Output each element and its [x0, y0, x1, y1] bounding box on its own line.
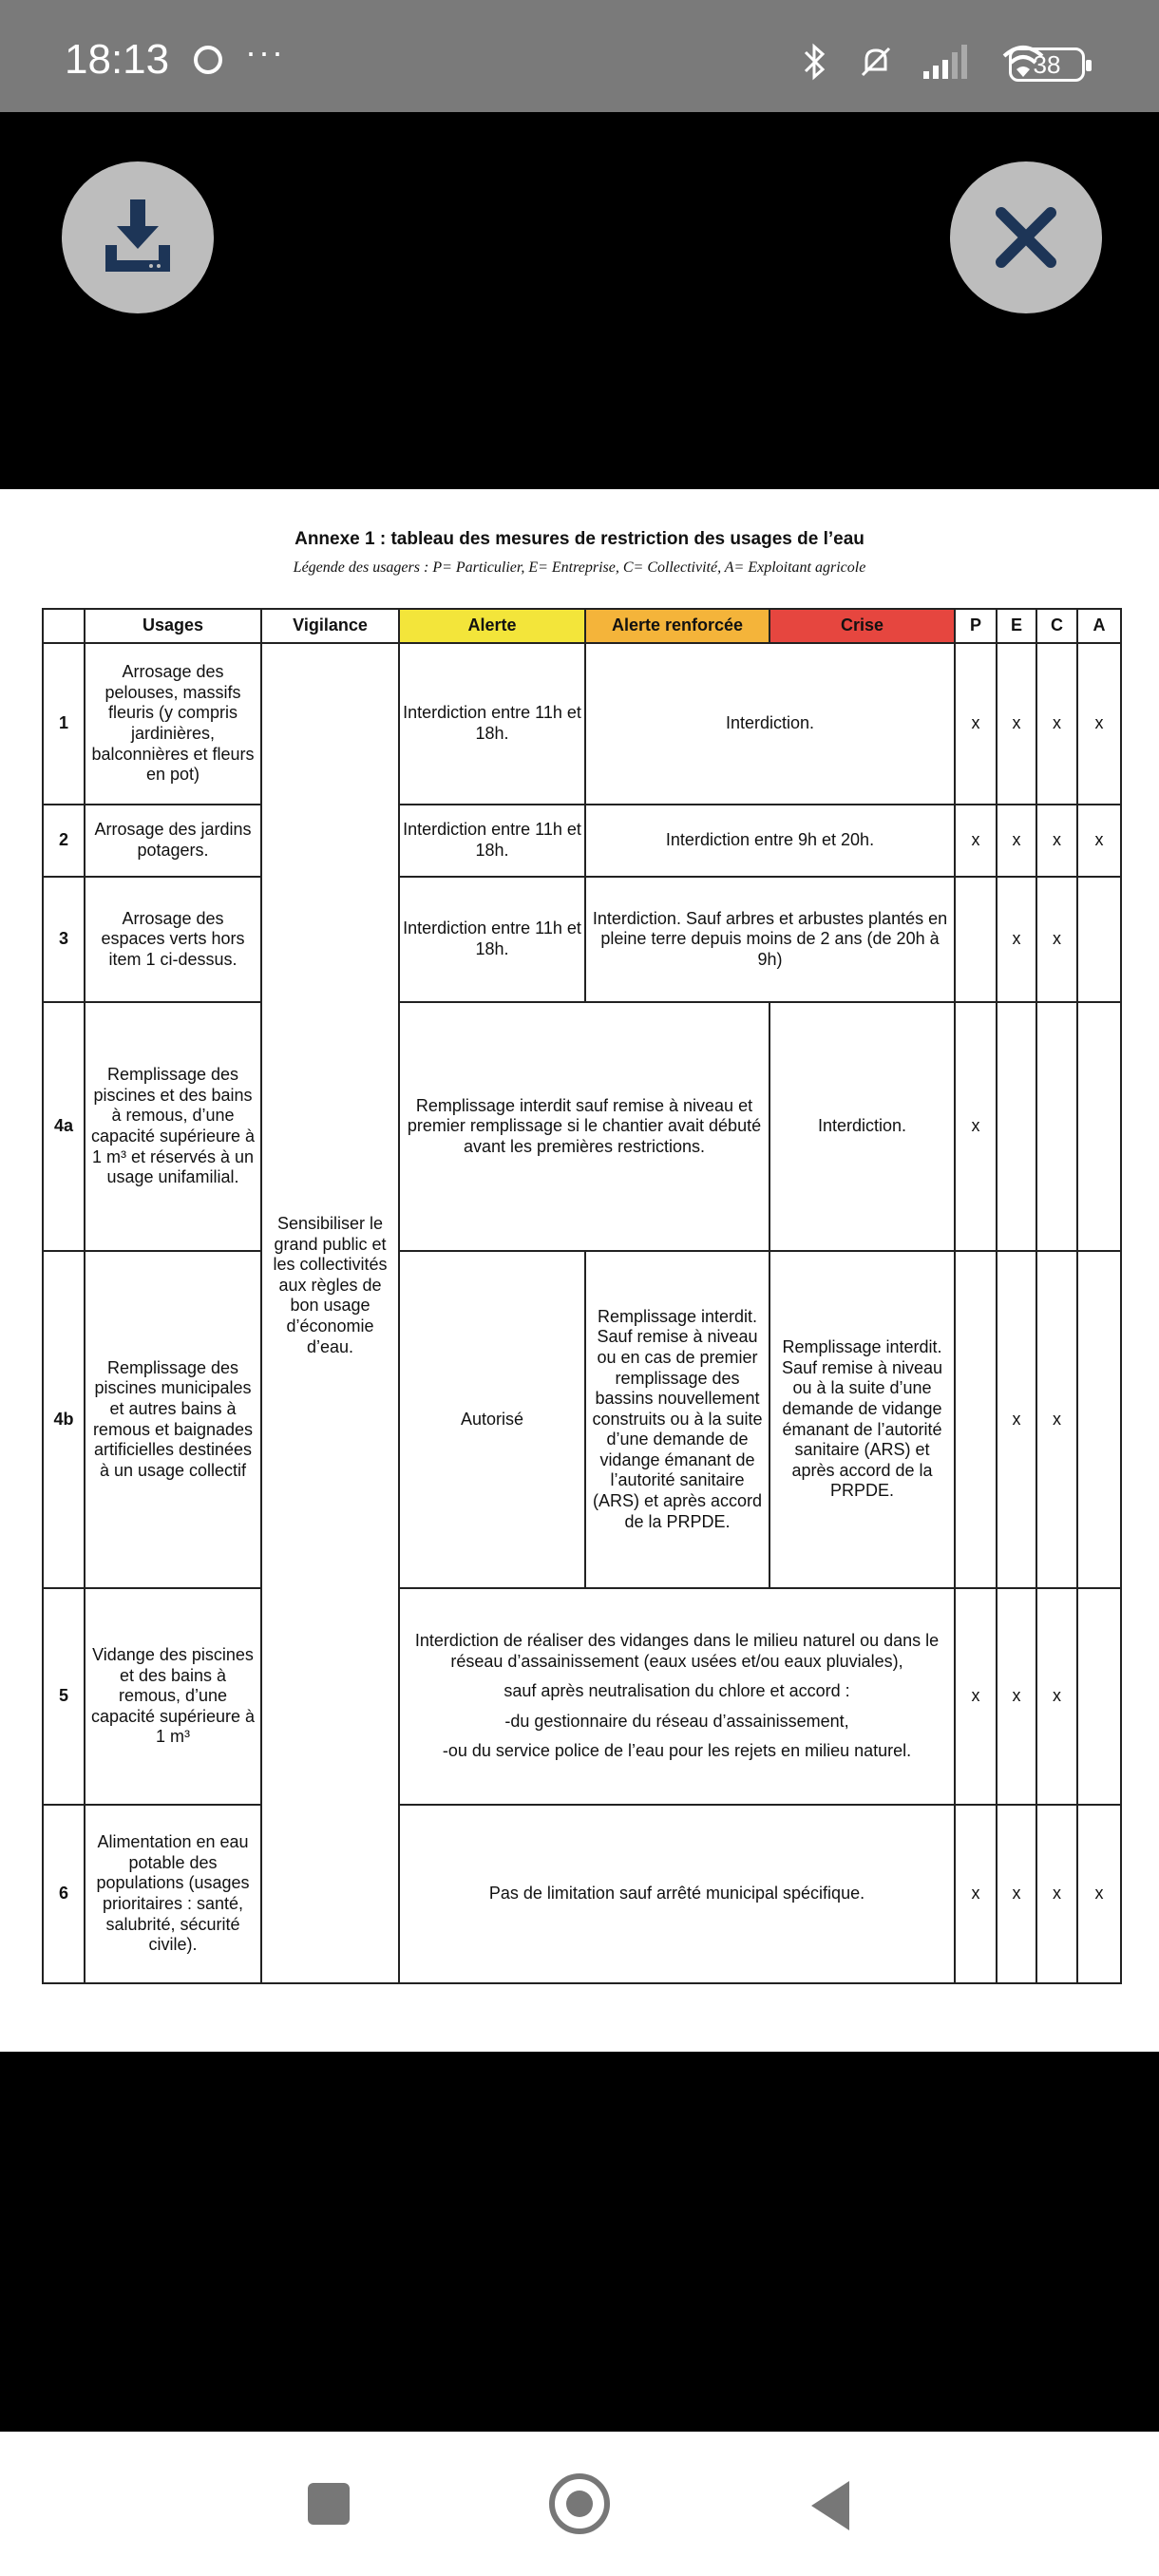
- all-levels-text-1: Interdiction de réaliser des vidanges dans le milieu naturel ou dans le réseau d’assainissement (eaux usées et/ou eaux pluviales),: [414, 1631, 940, 1671]
- p-cell: x: [955, 1805, 997, 1983]
- document-image: [0, 489, 1159, 2052]
- document-title: Annexe 1 : tableau des mesures de restriction des usages de l’eau: [294, 529, 864, 549]
- c-cell: x: [1036, 805, 1077, 877]
- usage-cell: Arrosage des jardins potagers.: [85, 805, 261, 877]
- download-button[interactable]: [62, 161, 214, 313]
- all-levels-cell: Pas de limitation sauf arrêté municipal spécifique.: [399, 1805, 955, 1983]
- p-cell: x: [955, 643, 997, 805]
- row-number: 4b: [43, 1251, 85, 1588]
- table-row: [43, 877, 1121, 1002]
- document-legend: Légende des usagers : P= Particulier, E= Entreprise, C= Collectivité, A= Exploitant agricole: [293, 559, 866, 576]
- e-cell: x: [997, 877, 1036, 1002]
- all-levels-text-3: -du gestionnaire du réseau d’assainissement,: [504, 1711, 849, 1731]
- usage-cell: Remplissage des piscines municipales et autres bains à remous et baignades artificielles destinées à un usage collectif: [85, 1251, 261, 1588]
- header-crise: Crise: [770, 609, 955, 643]
- alerte-cell: Interdiction entre 11h et 18h.: [399, 877, 585, 1002]
- row-number: 3: [43, 877, 85, 1002]
- all-levels-cell: [399, 1588, 955, 1805]
- a-cell: [1077, 877, 1121, 1002]
- header-usages: Usages: [85, 609, 261, 643]
- usage-cell: Remplissage des piscines et des bains à remous, d’une capacité supérieure à 1 m³ et réservés à un usage unifamilial.: [85, 1002, 261, 1251]
- row-number: 4a: [43, 1002, 85, 1251]
- row-number: 5: [43, 1588, 85, 1805]
- p-cell: [955, 1251, 997, 1588]
- square-icon: [302, 2477, 355, 2530]
- header-p: P: [955, 609, 997, 643]
- crise-cell: Interdiction.: [770, 1002, 955, 1251]
- close-button[interactable]: [950, 161, 1102, 313]
- navigation-bar: [0, 2432, 1159, 2576]
- status-bar: [0, 0, 1159, 112]
- e-cell: [997, 1002, 1036, 1251]
- vigilance-cell: Sensibiliser le grand public et les collectivités aux règles de bon usage d’économie d’eau.: [261, 643, 399, 1983]
- more-notifications-icon: ···: [245, 32, 285, 71]
- e-cell: x: [997, 1588, 1036, 1805]
- header-vigilance: Vigilance: [261, 609, 399, 643]
- table-row: [43, 643, 1121, 805]
- message-notification-icon: [194, 46, 222, 74]
- triangle-back-icon: [806, 2477, 859, 2534]
- p-cell: [955, 877, 997, 1002]
- renforcee-crise-cell: Interdiction.: [585, 643, 955, 805]
- all-levels-text-4: -ou du service police de l’eau pour les rejets en milieu naturel.: [442, 1741, 912, 1761]
- c-cell: x: [1036, 1588, 1077, 1805]
- mute-icon: [857, 43, 895, 81]
- signal-icon: [922, 43, 975, 81]
- header-alerte-renforcee: Alerte renforcée: [585, 609, 770, 643]
- c-cell: [1036, 1002, 1077, 1251]
- alerte-renforcee-cell: Remplissage interdit sauf remise à niveau et premier remplissage si le chantier avait débuté avant les premières restrictions.: [399, 1002, 770, 1251]
- a-cell: [1077, 1002, 1121, 1251]
- alerte-cell: Interdiction entre 11h et 18h.: [399, 643, 585, 805]
- c-cell: x: [1036, 1805, 1077, 1983]
- table-row: [43, 1805, 1121, 1983]
- usage-cell: Vidange des piscines et des bains à remous, d’une capacité supérieure à 1 m³: [85, 1588, 261, 1805]
- a-cell: x: [1077, 1805, 1121, 1983]
- row-number: 6: [43, 1805, 85, 1983]
- table-row: [43, 1002, 1121, 1251]
- c-cell: x: [1036, 877, 1077, 1002]
- crise-cell: Remplissage interdit. Sauf remise à niveau ou à la suite d’une demande de vidange émanant de l’autorité sanitaire (ARS) et après accord de la PRPDE.: [770, 1251, 955, 1588]
- renforcee-crise-cell: Interdiction. Sauf arbres et arbustes plantés en pleine terre depuis moins de 2 ans (de 20h à 9h): [585, 877, 955, 1002]
- header-e: E: [997, 609, 1036, 643]
- close-icon: [988, 199, 1064, 275]
- c-cell: x: [1036, 1251, 1077, 1588]
- home-button[interactable]: [547, 2472, 612, 2541]
- header-num: [43, 609, 85, 643]
- table-row: [43, 805, 1121, 877]
- back-button[interactable]: [806, 2477, 859, 2539]
- header-alerte: Alerte: [399, 609, 585, 643]
- usage-cell: Alimentation en eau potable des populations (usages prioritaires : santé, salubrité, sécurité civile).: [85, 1805, 261, 1983]
- p-cell: x: [955, 1588, 997, 1805]
- usage-cell: Arrosage des espaces verts hors item 1 ci-dessus.: [85, 877, 261, 1002]
- row-number: 1: [43, 643, 85, 805]
- c-cell: x: [1036, 643, 1077, 805]
- circle-icon: [547, 2472, 612, 2536]
- row-number: 2: [43, 805, 85, 877]
- alerte-cell: Interdiction entre 11h et 18h.: [399, 805, 585, 877]
- usage-cell: Arrosage des pelouses, massifs fleuris (y compris jardinières, balconnières et fleurs en pot): [85, 643, 261, 805]
- a-cell: x: [1077, 643, 1121, 805]
- header-c: C: [1036, 609, 1077, 643]
- recent-apps-button[interactable]: [302, 2477, 355, 2535]
- table-row: [43, 1251, 1121, 1588]
- e-cell: x: [997, 1805, 1036, 1983]
- alerte-cell: Autorisé: [399, 1251, 585, 1588]
- battery-icon: 38: [1009, 47, 1085, 82]
- a-cell: [1077, 1251, 1121, 1588]
- status-time: 18:13: [65, 36, 170, 83]
- e-cell: x: [997, 805, 1036, 877]
- a-cell: x: [1077, 805, 1121, 877]
- all-levels-text-2: sauf après neutralisation du chlore et accord :: [504, 1681, 850, 1701]
- p-cell: x: [955, 805, 997, 877]
- renforcee-cell: Remplissage interdit. Sauf remise à niveau ou en cas de premier remplissage des bassins nouvellement construits ou à la suite d’une demande de vidange émanant de l’autorité sanitaire (ARS) et après accord de la PRPDE.: [585, 1251, 770, 1588]
- table-row: [43, 1588, 1121, 1805]
- bluetooth-icon: [798, 43, 830, 81]
- a-cell: [1077, 1588, 1121, 1805]
- e-cell: x: [997, 1251, 1036, 1588]
- table-header-row: [43, 609, 1121, 643]
- renforcee-crise-cell: Interdiction entre 9h et 20h.: [585, 805, 955, 877]
- e-cell: x: [997, 643, 1036, 805]
- restriction-table: [42, 608, 1122, 1984]
- download-icon: [92, 192, 183, 283]
- system-status-icons: [798, 40, 1045, 81]
- p-cell: x: [955, 1002, 997, 1251]
- header-a: A: [1077, 609, 1121, 643]
